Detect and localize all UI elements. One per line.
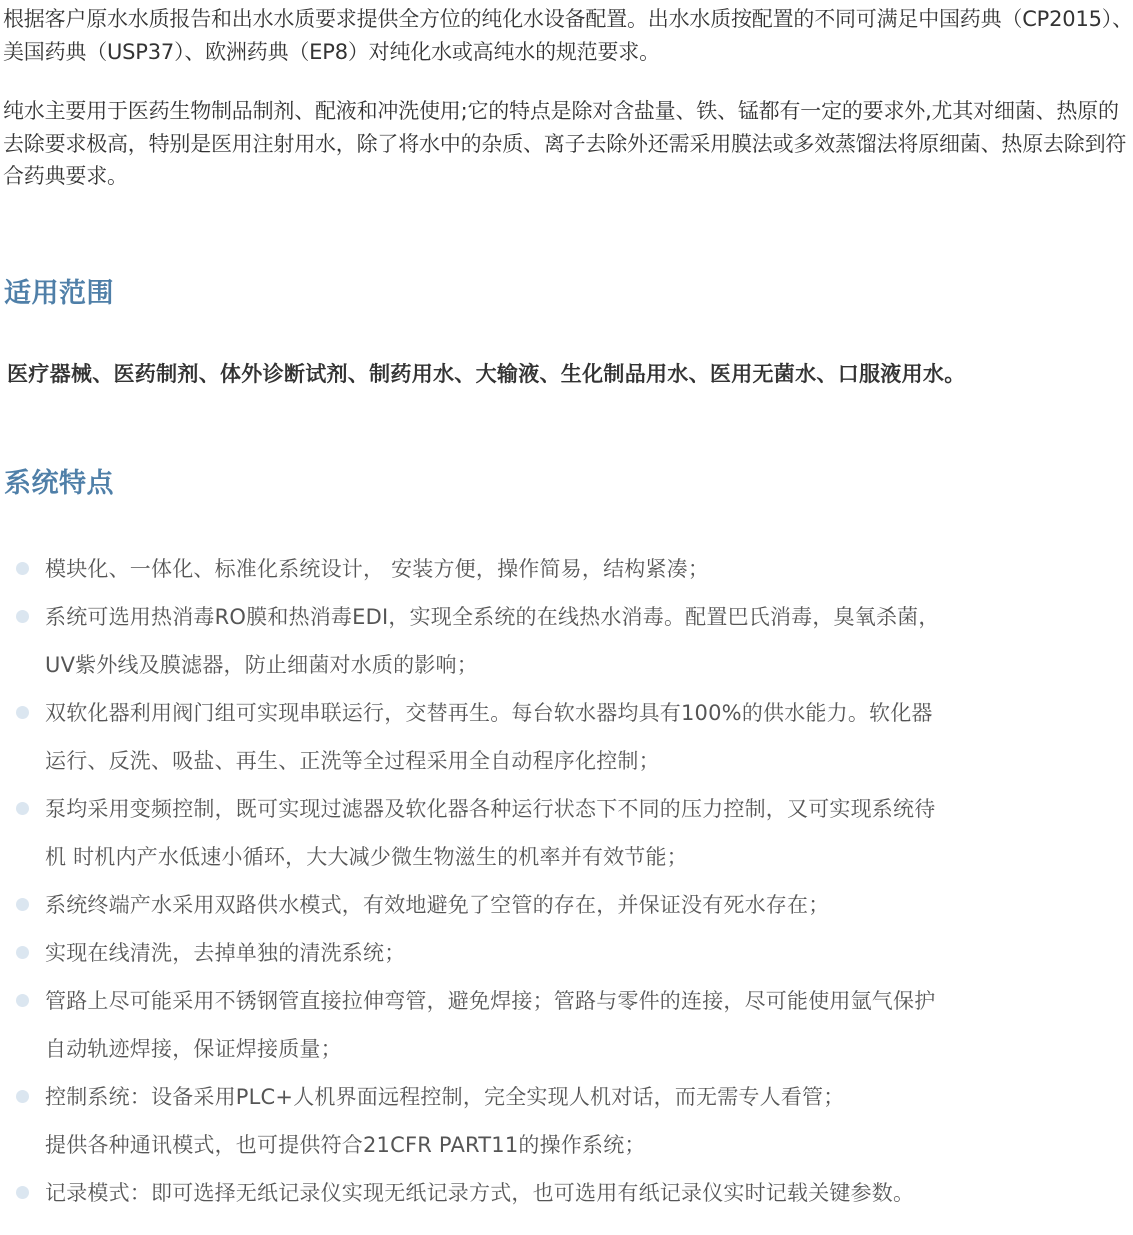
list-item-line: 提供各种通讯模式，也可提供符合21CFR PART11的操作系统； [45, 1133, 646, 1157]
list-item-line: 系统可选用热消毒RO膜和热消毒EDI，实现全系统的在线热水消毒。配置巴氏消毒，臭氧杀菌， [45, 605, 940, 629]
list-item [0, 785, 1133, 881]
scope-heading: 适用范围 [4, 278, 114, 309]
bullet-dot-icon [16, 802, 29, 815]
scope-text: 医疗器械、医药制剂、体外诊断试剂、制药用水、大输液、生化制品用水、医用无菌水、口服液用水。 [7, 362, 966, 386]
bullet-dot-icon [16, 610, 29, 623]
list-item-line: 实现在线清洗，去掉单独的清洗系统； [45, 941, 406, 965]
bullet-dot-icon [16, 946, 29, 959]
list-item-line: UV紫外线及膜滤器，防止细菌对水质的影响； [45, 653, 478, 677]
bullet-dot-icon [16, 706, 29, 719]
list-item-line: 运行、反洗、吸盐、再生、正洗等全过程采用全自动程序化控制； [45, 749, 660, 773]
list-item-line: 控制系统：设备采用PLC+人机界面远程控制，完全实现人机对话，而无需专人看管； [45, 1085, 845, 1109]
list-item [0, 881, 1133, 929]
list-item [0, 593, 1133, 689]
list-item-line: 管路上尽可能采用不锈钢管直接拉伸弯管，避免焊接；管路与零件的连接，尽可能使用氩气保护 [45, 989, 936, 1013]
list-item [0, 689, 1133, 785]
bullet-dot-icon [16, 994, 29, 1007]
bullet-dot-icon [16, 898, 29, 911]
bullet-dot-icon [16, 562, 29, 575]
intro-paragraph-2: 纯水主要用于医药生物制品制剂、配液和冲洗使用;它的特点是除对含盐量、铁、锰都有一定的要求外,尤其对细菌、热原的去除要求极高，特别是医用注射用水，除了将水中的杂质、离子去除外还需采用膜法或多效蒸馏法将原细菌、热原去除到符合药典要求。 [3, 99, 1127, 188]
list-item [0, 977, 1133, 1073]
list-item-line: 模块化、一体化、标准化系统设计， 安装方便，操作简易，结构紧凑； [45, 557, 710, 581]
features-list [0, 545, 1133, 1217]
list-item-line: 双软化器利用阀门组可实现串联运行，交替再生。每台软水器均具有100%的供水能力。软化器 [45, 701, 933, 725]
list-item-line: 机 时机内产水低速小循环，大大减少微生物滋生的机率并有效节能； [45, 845, 688, 869]
intro-paragraph-1: 根据客户原水水质报告和出水水质要求提供全方位的纯化水设备配置。出水水质按配置的不同可满足中国药典（CP2015）、美国药典（USP37）、欧洲药典（EP8）对纯化水或高纯水的规范要求。 [3, 7, 1133, 64]
list-item [0, 545, 1133, 593]
features-heading: 系统特点 [4, 468, 114, 499]
list-item-line: 自动轨迹焊接，保证焊接质量； [45, 1037, 342, 1061]
list-item [0, 929, 1133, 977]
list-item-line: 泵均采用变频控制，既可实现过滤器及软化器各种运行状态下不同的压力控制，又可实现系统待 [45, 797, 936, 821]
list-item-line: 系统终端产水采用双路供水模式，有效地避免了空管的存在，并保证没有死水存在； [45, 893, 830, 917]
list-item [0, 1073, 1133, 1169]
list-item [0, 1169, 1133, 1217]
bullet-dot-icon [16, 1186, 29, 1199]
list-item-line: 记录模式：即可选择无纸记录仪实现无纸记录方式，也可选用有纸记录仪实时记载关键参数。 [45, 1181, 915, 1205]
bullet-dot-icon [16, 1090, 29, 1103]
